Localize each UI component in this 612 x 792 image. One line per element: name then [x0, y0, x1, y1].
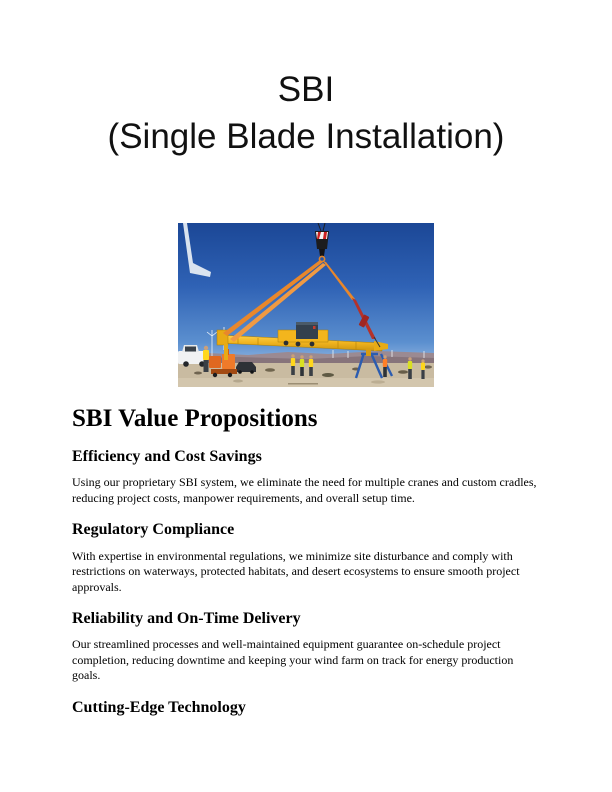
section-heading: SBI Value Propositions — [72, 404, 318, 432]
document-title — [0, 0, 612, 161]
sbi-crane-photo — [178, 223, 434, 387]
document-body — [72, 405, 540, 718]
site-photo — [178, 223, 434, 387]
title-line-1: SBI — [277, 70, 335, 109]
title-line-2: (Single Blade Installation) — [107, 117, 505, 157]
subsection-title-efficiency: Efficiency and Cost Savings — [72, 448, 262, 466]
subsection-title-regulatory: Regulatory Compliance — [72, 521, 235, 539]
subsection-body-reliability: Our streamlined processes and well-maintained equipment guarantee on-schedule project completion, reducing downtime and keeping your wind farm on track for energy production goals. — [72, 637, 514, 683]
subsection-title-technology: Cutting-Edge Technology — [72, 698, 246, 716]
subsection-body-efficiency: Using our proprietary SBI system, we eliminate the need for multiple cranes and custom cradles, reducing project costs, manpower requirements, and overall setup time. — [72, 475, 537, 505]
subsection-title-reliability: Reliability and On-Time Delivery — [72, 610, 301, 628]
subsection-body-regulatory: With expertise in environmental regulations, we minimize site disturbance and comply with restrictions on waterways, protected habitats, and desert ecosystems to ensure smooth project approvals. — [72, 548, 520, 594]
